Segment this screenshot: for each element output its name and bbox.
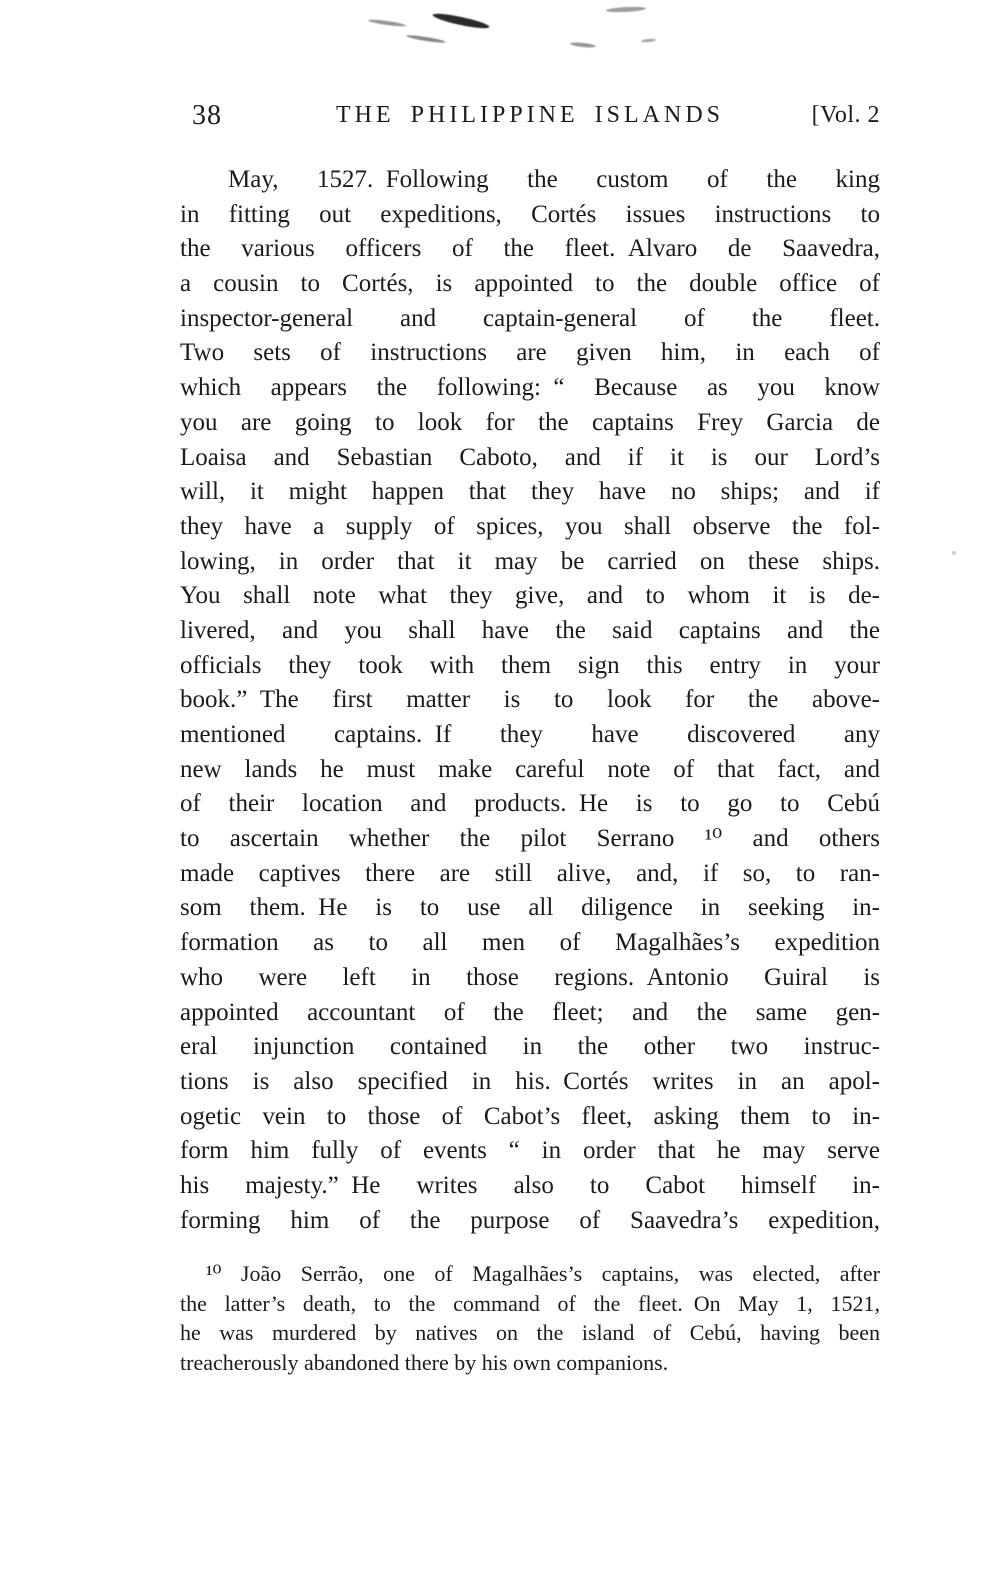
footnote-line: he was murdered by natives on the island of Cebú, having been [180,1320,880,1345]
text-line: his majesty.” He writes also to Cabot himself in- [180,1171,880,1199]
text-line: inspector-general and captain-general of the fleet. [180,304,880,332]
text-line: May, 1527. Following the custom of the king [228,166,880,193]
footnote-line: treacherously abandoned there by his own companions. [180,1349,669,1375]
text-line: som them. He is to use all diligence in seeking in- [180,894,880,922]
text-line: you are going to look for the captains Frey Garcia de [180,408,880,436]
footnote-line: the latter’s death, to the command of the fleet. On May 1, 1521, [180,1290,880,1316]
text-line: formation as to all men of Magalhães’s expedition [180,929,880,957]
text-line: livered, and you shall have the said captains and the [180,616,880,644]
ink-smudge-artifact [641,38,656,42]
text-line: Two sets of instructions are given him, in each of [180,339,880,367]
text-line: made captives there are still alive, and, if so, to ran- [180,859,880,887]
text-line: Loaisa and Sebastian Caboto, and if it is our Lord’s [180,443,880,471]
text-line: will, it might happen that they have no ships; and if [180,478,880,506]
body-text [180,163,880,1238]
ink-smudge-artifact [406,34,446,44]
page-number: 38 [192,100,222,131]
text-line: You shall note what they give, and to whom it is de- [180,582,880,610]
page-header [180,100,880,136]
ink-smudge-artifact [570,42,596,49]
volume-label: [Vol. 2 [811,102,880,128]
text-line: which appears the following: “ Because as you know [180,374,880,402]
text-line: they have a supply of spices, you shall observe the fol- [180,512,880,540]
ink-smudge-artifact [368,18,406,27]
text-line: tions is also specified in his. Cortés writes in an apol- [180,1067,880,1095]
ink-smudge-artifact [432,11,490,31]
text-line: new lands he must make careful note of that fact, and [180,755,880,783]
footnote-line: ¹⁰ João Serrão, one of Magalhães’s captains, was elected, after [206,1261,880,1286]
text-line: eral injunction contained in the other two instruc- [180,1033,880,1061]
text-line: mentioned captains. If they have discovered any [180,721,880,748]
ink-speck-artifact [952,551,956,555]
text-line: a cousin to Cortés, is appointed to the double office of [180,270,880,298]
text-line: who were left in those regions. Antonio Guiral is [180,963,880,991]
text-line: ogetic vein to those of Cabot’s fleet, asking them to in- [180,1102,880,1130]
text-line: appointed accountant of the fleet; and the same gen- [180,998,880,1026]
text-line: the various officers of the fleet. Alvaro de Saavedra, [180,235,880,263]
text-line: in fitting out expeditions, Cortés issues instructions to [180,200,880,228]
text-line: of their location and products. He is to go to Cebú [180,790,880,818]
text-line: to ascertain whether the pilot Serrano ¹⁰ and others [180,825,880,853]
running-title: THE PHILIPPINE ISLANDS [336,102,724,128]
text-line: book.” The first matter is to look for the above- [180,686,880,714]
text-line: form him fully of events “ in order that he may serve [180,1137,880,1165]
ink-smudge-artifact [606,6,646,13]
text-line: lowing, in order that it may be carried on these ships. [180,547,880,575]
text-line: forming him of the purpose of Saavedra’s expedition, [180,1206,880,1234]
text-line: officials they took with them sign this entry in your [180,651,880,679]
footnote [180,1259,880,1377]
